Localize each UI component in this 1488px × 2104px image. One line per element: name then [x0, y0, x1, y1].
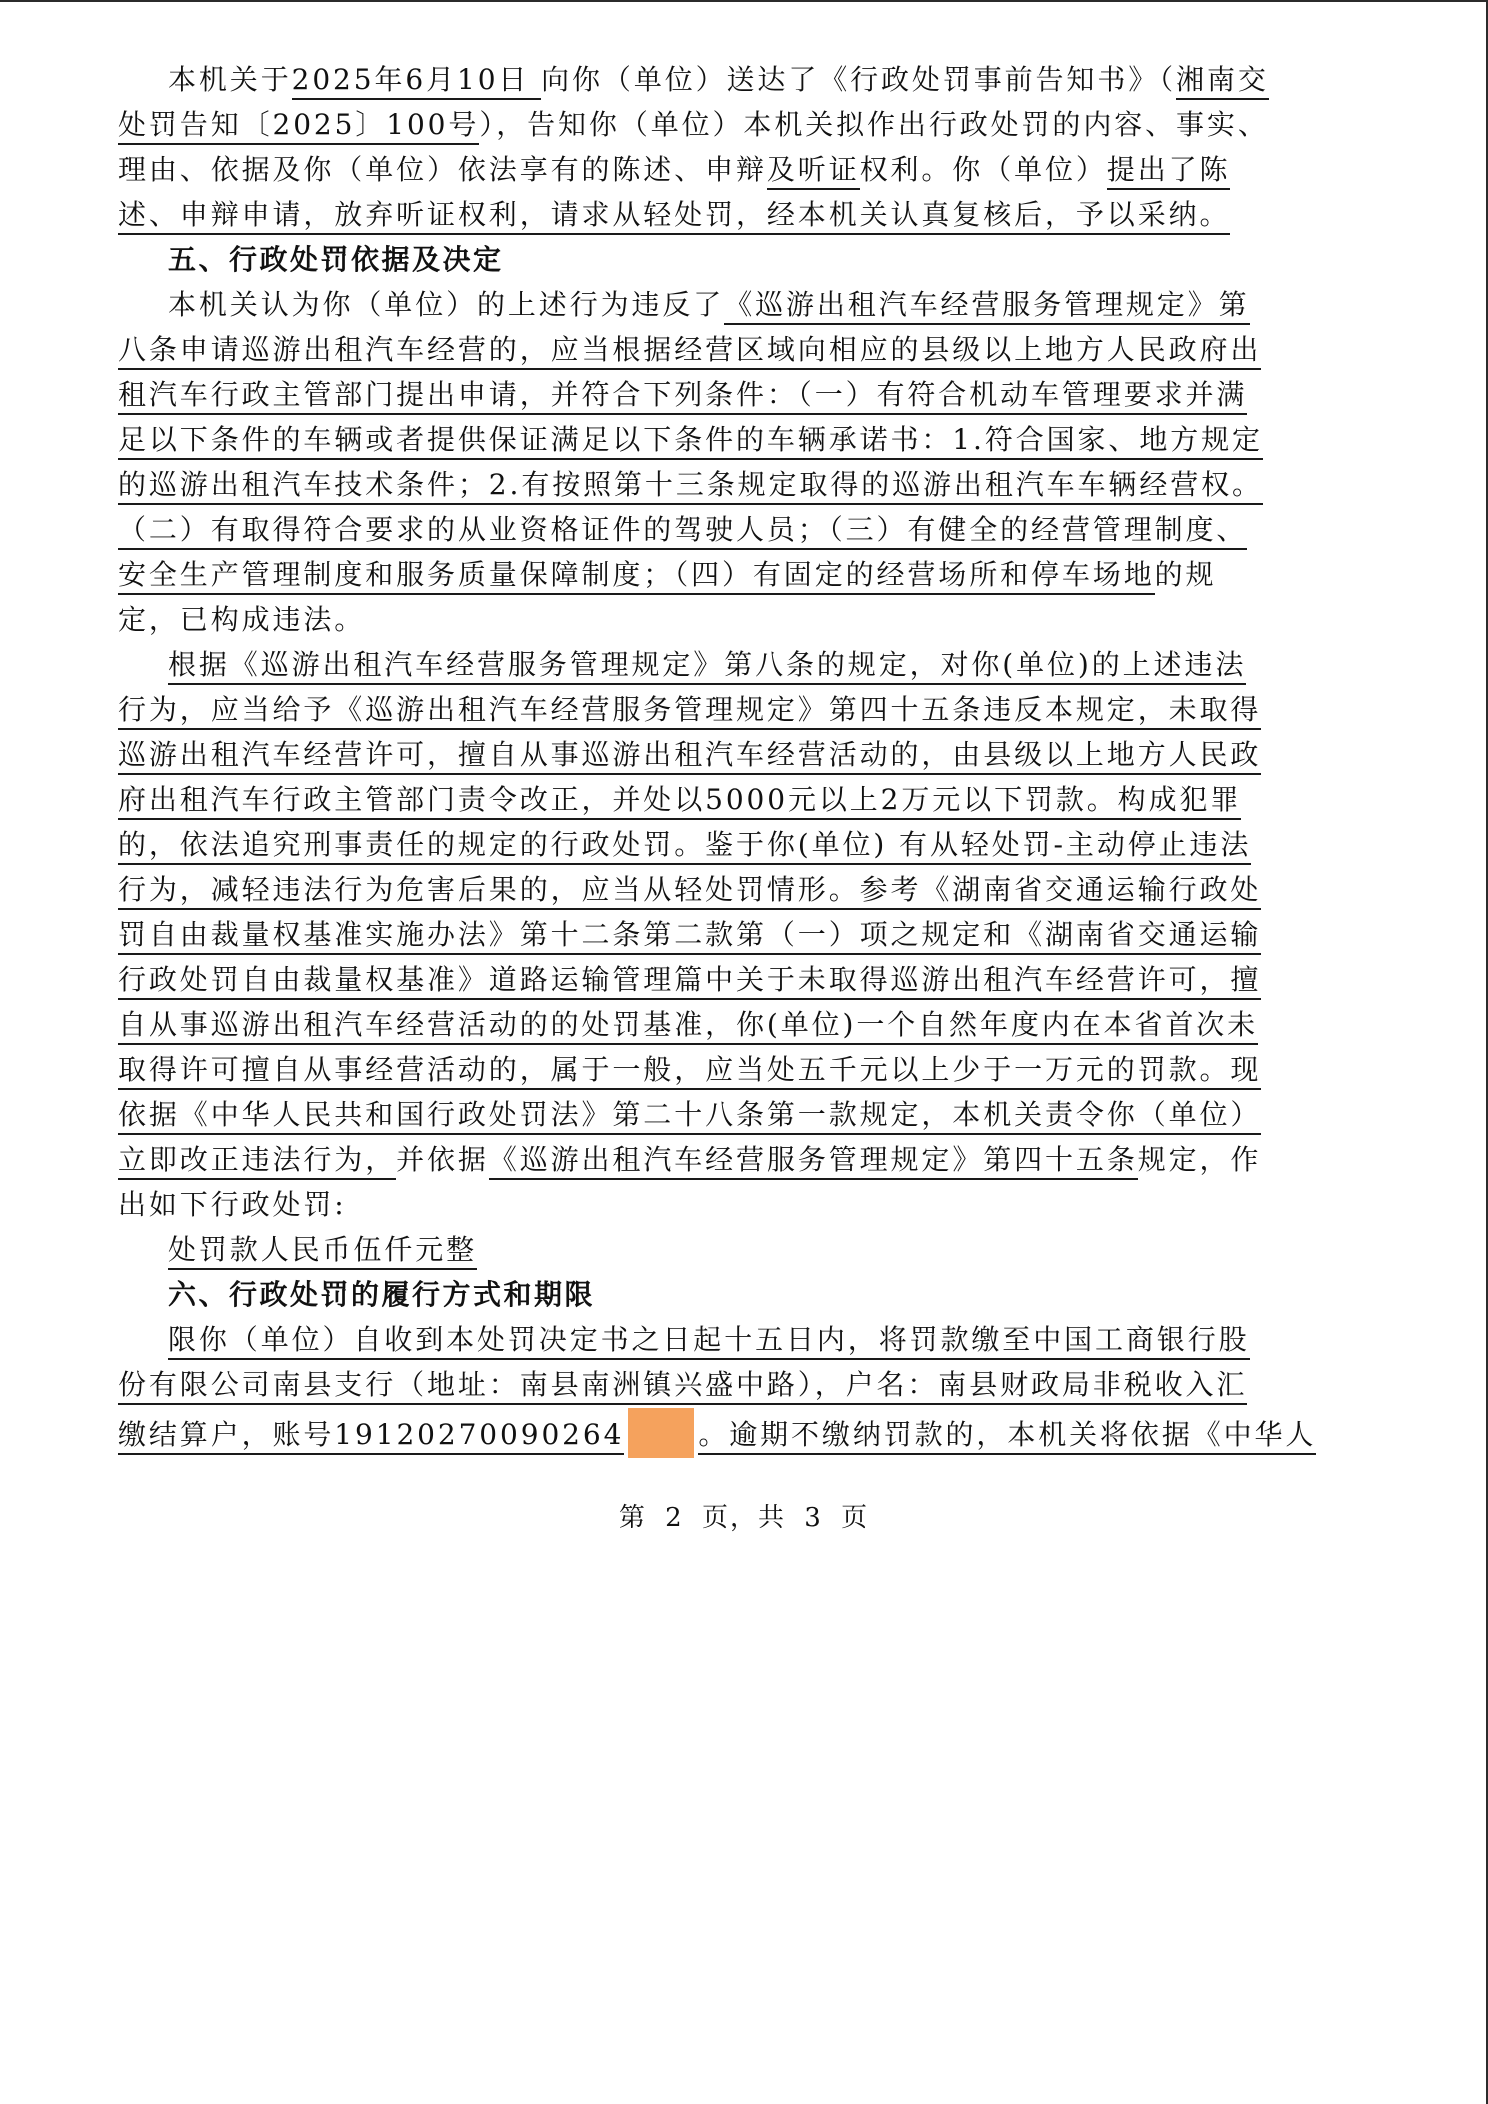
paragraph-line — [118, 148, 1230, 192]
text-run: 《行政处罚事前告知书》（ — [819, 63, 1177, 96]
text-run: 府出租汽车行政主管部门责令改正，并处以5000元以上2万元以下罚款。构成犯罪 — [118, 783, 1241, 820]
paragraph-line — [118, 373, 1247, 417]
text-run: 自从事巡游出租汽车经营活动的的处罚基准，你(单位)一个自然年度内在本省首次未 — [118, 1008, 1258, 1045]
paragraph-line — [118, 913, 1261, 957]
paragraph-line — [168, 283, 1250, 327]
text-run: 取得许可擅自从事经营活动的，属于一般，应当处五千元以上少于一万元的罚款。现 — [118, 1053, 1261, 1090]
text-run: 提出了陈 — [1107, 153, 1231, 190]
paragraph-line — [118, 823, 1251, 867]
paragraph-line — [118, 103, 1269, 147]
paragraph-line — [118, 1093, 1261, 1137]
paragraph-line — [118, 1048, 1261, 1092]
paragraph-line — [118, 193, 1230, 237]
text-run: 及听证 — [767, 153, 860, 190]
text-run: 罚自由裁量权基准实施办法》第十二条第二款第（一）项之规定和《湖南省交通运输 — [118, 918, 1261, 955]
paragraph-line: 出如下行政处罚: — [118, 1188, 347, 1221]
paragraph-line — [168, 1318, 1250, 1362]
page-footer: 第 2 页，共 3 页 — [618, 1503, 870, 1533]
notice-date: 2025年6月10日 — [292, 63, 542, 100]
text-run: 行为，应当给予《巡游出租汽车经营服务管理规定》第四十五条违反本规定，未取得 — [118, 693, 1261, 730]
text-run: 租汽车行政主管部门提出申请，并符合下列条件：（一）有符合机动车管理要求并满 — [118, 378, 1247, 415]
paragraph-line — [118, 778, 1241, 822]
text-run: 安全生产管理制度和服务质量保障制度；（四）有固定的经营场所和停车场地 — [118, 558, 1155, 595]
text-run: （二）有取得符合要求的从业资格证件的驾驶人员；（三）有健全的经营管理制度、 — [118, 513, 1247, 550]
paragraph-line — [118, 958, 1261, 1002]
paragraph-line — [118, 463, 1263, 507]
paragraph-line: 定，已构成违法。 — [118, 603, 366, 636]
text-run: 份有限公司南县支行（地址：南县南洲镇兴盛中路），户名：南县财政局非税收入汇 — [118, 1368, 1247, 1405]
paragraph-line — [118, 508, 1247, 552]
paragraph-line — [118, 688, 1261, 732]
text-run: 依据《中华人民共和国行政处罚法》第二十八条第一款规定，本机关责令你（单位） — [118, 1098, 1261, 1135]
text-run: 述、申辩申请，放弃听证权利，请求从轻处罚，经本机关认真复核后，予以采纳。 — [118, 198, 1230, 235]
text-run: 。逾期不缴纳罚款的，本机关将依据《中华人 — [698, 1418, 1316, 1455]
paragraph-line — [168, 58, 1269, 102]
text-run: 根据《巡游出租汽车经营服务管理规定》第八条的规定，对你(单位)的上述违法 — [168, 648, 1246, 685]
text-run: 立即改正违法行为， — [118, 1143, 396, 1180]
paragraph-line — [118, 1408, 1316, 1458]
paragraph-line — [118, 1138, 1261, 1182]
paragraph-line — [118, 1363, 1247, 1407]
account-number: 缴结算户，账号19120270090264 — [118, 1418, 624, 1455]
paragraph-line — [118, 1003, 1258, 1047]
text-run: 的巡游出租汽车技术条件；2.有按照第十三条规定取得的巡游出租汽车车辆经营权。 — [118, 468, 1263, 505]
text-run: 规定，作 — [1137, 1143, 1262, 1176]
paragraph-line — [118, 733, 1261, 777]
text-run: 限你（单位）自收到本处罚决定书之日起十五日内，将罚款缴至中国工商银行股 — [168, 1323, 1250, 1360]
text-run: 权利。你（单位） — [859, 153, 1107, 186]
text-run: 理由、依据及你（单位）依法享有的陈述、申辩 — [118, 153, 767, 186]
redaction-block — [628, 1408, 694, 1458]
text-run: 足以下条件的车辆或者提供保证满足以下条件的车辆承诺书：1.符合国家、地方规定 — [118, 423, 1263, 460]
text-run: 巡游出租汽车经营许可，擅自从事巡游出租汽车经营活动的，由县级以上地方人民政 — [118, 738, 1261, 775]
paragraph-line — [118, 553, 1216, 597]
text-run: 并依据 — [396, 1143, 489, 1176]
paragraph-line — [118, 418, 1263, 462]
paragraph-line — [118, 328, 1261, 372]
section-heading: 五、行政处罚依据及决定 — [168, 243, 504, 276]
text-run: 《巡游出租汽车经营服务管理规定》第 — [724, 288, 1249, 325]
text-run: 《巡游出租汽车经营服务管理规定》第四十五条 — [489, 1143, 1138, 1180]
text-run: ），告知你（单位）本机关拟作出行政处罚的内容、事实、 — [479, 108, 1269, 141]
text-run: 的规 — [1154, 558, 1217, 591]
notice-number: 处罚告知〔2025〕100号 — [118, 108, 479, 145]
text-run: 八条申请巡游出租汽车经营的，应当根据经营区域向相应的县级以上地方人民政府出 — [118, 333, 1261, 370]
penalty-line — [168, 1228, 477, 1272]
text-run: 向你（单位）送达了 — [541, 63, 820, 96]
penalty-amount: 处罚款人民币伍仟元整 — [168, 1233, 477, 1270]
section-heading: 六、行政处罚的履行方式和期限 — [168, 1278, 596, 1311]
paragraph-line — [118, 868, 1261, 912]
text-run: 本机关认为你（单位）的上述行为违反了 — [168, 288, 725, 321]
paragraph-line — [168, 643, 1246, 687]
notice-number: 湘南交 — [1176, 63, 1269, 100]
text-run: 的，依法追究刑事责任的规定的行政处罚。鉴于你(单位) 有从轻处罚-主动停止违法 — [118, 828, 1251, 865]
text-run: 行政处罚自由裁量权基准》道路运输管理篇中关于未取得巡游出租汽车经营许可，擅 — [118, 963, 1261, 1000]
text-run: 本机关于 — [168, 63, 292, 96]
text-run: 行为，减轻违法行为危害后果的，应当从轻处罚情形。参考《湖南省交通运输行政处 — [118, 873, 1261, 910]
